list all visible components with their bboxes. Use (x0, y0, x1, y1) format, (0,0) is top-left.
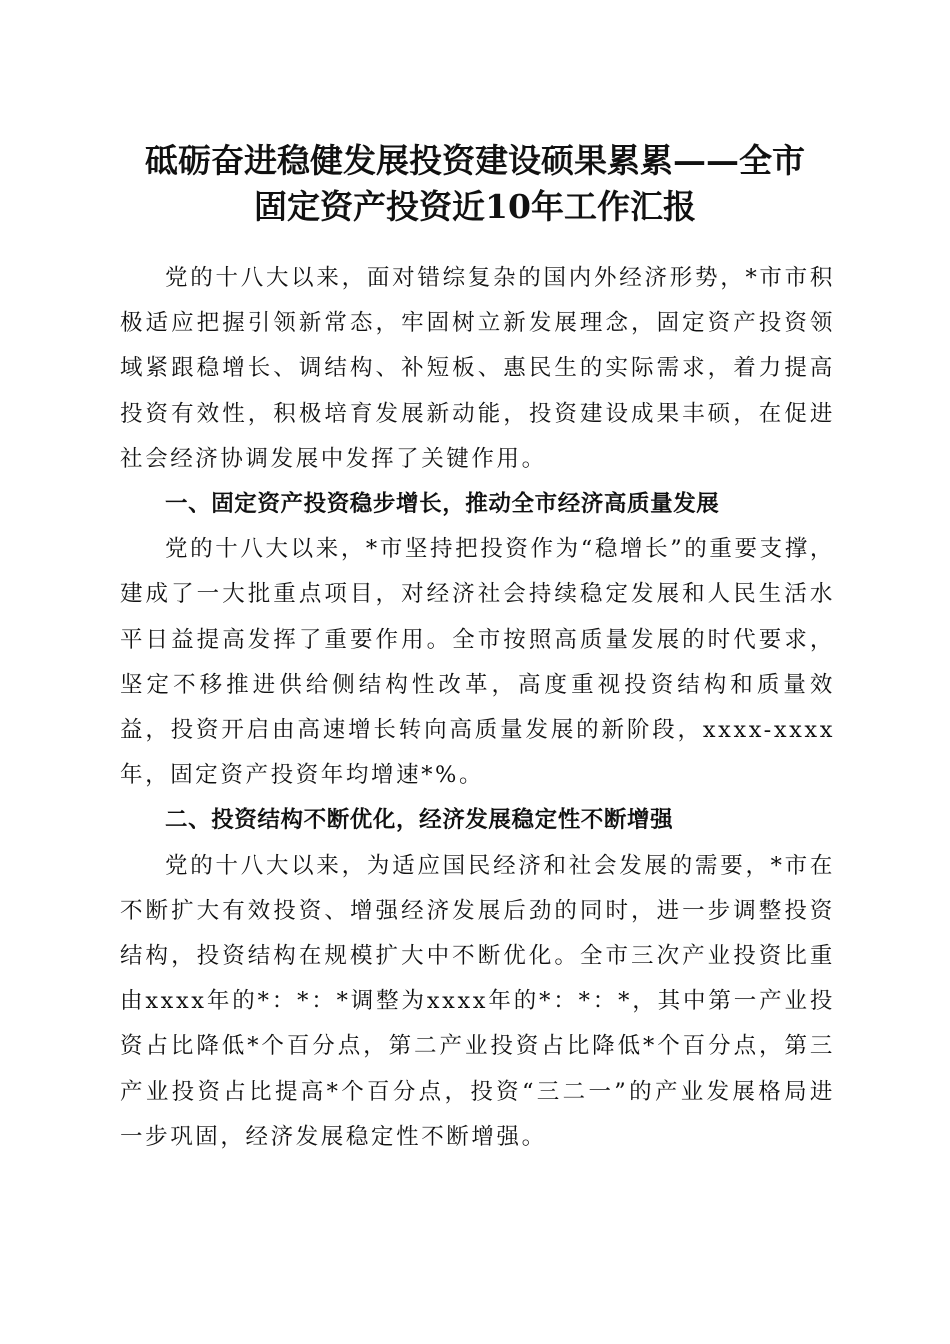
document-body (120, 256, 835, 1160)
section-paragraph-2: 党的十八大以来，为适应国民经济和社会发展的需要，*市在不断扩大有效投资、增强经济发展后劲的同时，进一步调整投资结构，投资结构在规模扩大中不断优化。全市三次产业投资比重由xxxx年的*：*：*调整为xxxx年的*：*：*，其中第一产业投资占比降低*个百分点，第二产业投资占比降低*个百分点，第三产业投资占比提高*个百分点，投资“三二一”的产业发展格局进一步巩固，经济发展稳定性不断增强。 (120, 852, 835, 1150)
title-line-1: 砥砺奋进稳健发展投资建设硕果累累——全市 (145, 141, 805, 180)
document-title (100, 138, 850, 230)
section-paragraph-1: 党的十八大以来，*市坚持把投资作为“稳增长”的重要支撑，建成了一大批重点项目，对经济社会持续稳定发展和人民生活水平日益提高发挥了重要作用。全市按照高质量发展的时代要求，坚定不移推进供给侧结构性改革，高度重视投资结构和质量效益，投资开启由高速增长转向高质量发展的新阶段，xxxx-xxxx年，固定资产投资年均增速*%。 (120, 536, 835, 789)
intro-paragraph: 党的十八大以来，面对错综复杂的国内外经济形势，*市市积极适应把握引领新常态，牢固树立新发展理念，固定资产投资领域紧跟稳增长、调结构、补短板、惠民生的实际需求，着力提高投资有效性，积极培育发展新动能，投资建设成果丰硕，在促进社会经济协调发展中发挥了关键作用。 (120, 265, 835, 472)
title-line-2: 固定资产投资近10年工作汇报 (254, 187, 696, 226)
section-heading-1: 一、固定资产投资稳步增长，推动全市经济高质量发展 (165, 491, 720, 518)
section-heading-2: 二、投资结构不断优化，经济发展稳定性不断增强 (165, 807, 674, 834)
